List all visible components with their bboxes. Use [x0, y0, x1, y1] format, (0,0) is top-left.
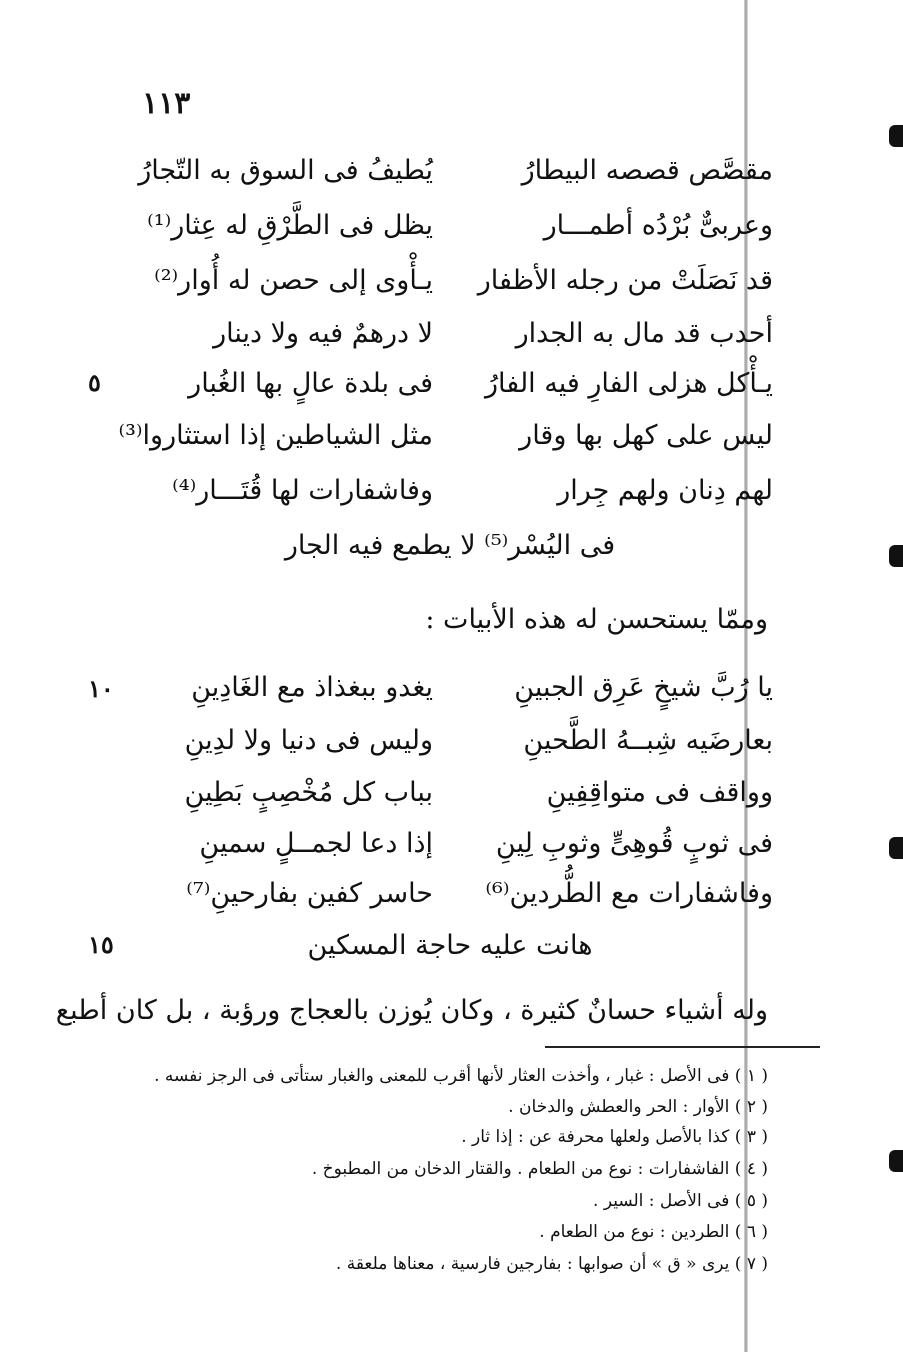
line-number: ١٥	[88, 930, 114, 959]
verse-left-hemistich: مثل الشياطين إذا استثاروا⁽³⁾	[118, 420, 433, 451]
body-paragraph: وله أشياء حسانٌ كثيرة ، وكان يُوزن بالعجاج ورؤبة ، بل كان أطبع	[55, 995, 768, 1026]
verse-left-hemistich: يظل فى الطَّرْقِ له عِثار⁽¹⁾	[147, 210, 433, 241]
verse-right-hemistich: يا رُبَّ شيخٍ عَرِق الجبينِ	[514, 672, 773, 703]
verse-left-hemistich: يـأْوى إلى حصن له أُوار⁽²⁾	[154, 265, 433, 296]
verse-left-hemistich: وليس فى دنيا ولا لدِينِ	[184, 725, 433, 756]
verse-left-hemistich: بباب كل مُخْصِبٍ بَطِينِ	[184, 777, 433, 808]
footnote: ( ٦ ) الطردين : نوع من الطعام .	[539, 1222, 768, 1242]
verse-left-hemistich: فى بلدة عالٍ بها الغُبار	[188, 368, 433, 399]
footnote: ( ٣ ) كذا بالأصل ولعلها محرفة عن : إذا ثار .	[461, 1127, 768, 1147]
verse-left-hemistich: يُطيفُ فى السوق به التّجارُ	[138, 155, 433, 186]
verse-right-hemistich: قد نَصَلَتْ من رجله الأظفار	[477, 265, 773, 296]
verse-left-hemistich: لا درهمٌ فيه ولا دينار	[213, 318, 433, 349]
verse-right-hemistich: بعارضَيه شِبــهُ الطَّحينِ	[523, 725, 773, 756]
verse-left-hemistich: وفاشفارات لها قُتَـــار⁽⁴⁾	[172, 475, 433, 506]
binder-mark	[889, 837, 903, 859]
verse-left-hemistich: إذا دعا لجمــلٍ سمينِ	[199, 828, 433, 859]
footnote: ( ٤ ) الفاشفارات : نوع من الطعام . والقتار الدخان من المطبوخ .	[311, 1159, 768, 1179]
verse-right-hemistich: مقصَّص قصصه البيطارُ	[521, 155, 773, 186]
verse-right-hemistich: وواقف فى متواقِفِينِ	[546, 777, 773, 808]
verse-closing-line: هانت عليه حاجة المسكين	[307, 930, 593, 961]
line-number: ١٠	[88, 674, 114, 703]
verse-right-hemistich: ليس على كهل بها وقار	[519, 420, 773, 451]
binder-mark	[889, 125, 903, 147]
verse-left-hemistich: يغدو ببغذاذ مع الغَادِينِ	[191, 672, 433, 703]
footnote: ( ٢ ) الأوار : الحر والعطش والدخان .	[508, 1097, 768, 1117]
verse-left-hemistich: حاسر كفين بفارحينِ⁽⁷⁾	[186, 878, 433, 909]
verse-right-hemistich: فى ثوبٍ قُوهِىٍّ وثوبِ لِينِ	[495, 828, 773, 859]
binder-mark	[889, 1150, 903, 1172]
page-number: ١١٣	[142, 86, 191, 121]
verse-right-hemistich: يـأْكل هزلى الفارِ فيه الفارُ	[485, 368, 773, 399]
footnote-divider	[545, 1046, 820, 1048]
verse-right-hemistich: وفاشفارات مع الطُّردين⁽⁶⁾	[485, 878, 773, 909]
line-number: ٥	[88, 368, 101, 397]
verse-right-hemistich: لهم دِنان ولهم جِرار	[557, 475, 773, 506]
binder-mark	[889, 545, 903, 567]
footnote: ( ١ ) فى الأصل : غبار ، وأخذت العثار لأنها أقرب للمعنى والغبار ستأتى فى الرجز نفسه .	[154, 1066, 768, 1086]
footnote: ( ٥ ) فى الأصل : السير .	[593, 1191, 768, 1211]
poem-2-intro: وممّا يستحسن له هذه الأبيات :	[425, 604, 768, 635]
verse-right-hemistich: وعربىٌّ بُرْدُه أطمـــار	[543, 210, 773, 241]
footnote: ( ٧ ) يرى « ق » أن صوابها : بفارجين فارسية ، معناها ملعقة .	[335, 1254, 768, 1274]
verse-right-hemistich: أحدب قد مال به الجدار	[515, 318, 773, 349]
verse-closing-line: فى اليُسْر⁽⁵⁾ لا يطمع فيه الجار	[284, 530, 616, 561]
